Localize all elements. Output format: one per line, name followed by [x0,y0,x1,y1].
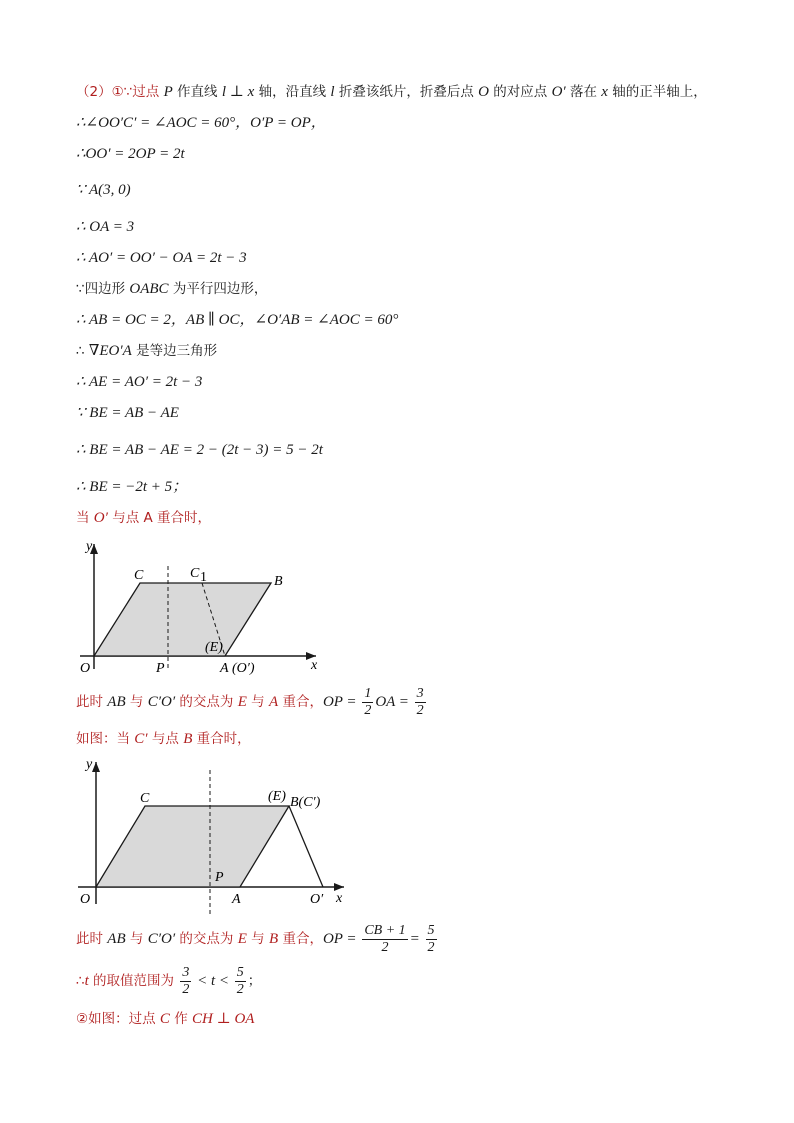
line-2: ∴∠OO′C′ = ∠AOC = 60°，O′P = OP， [76,115,326,131]
l17-frac1-den: 2 [381,939,389,955]
line-15 [76,683,428,721]
fig2-fold-edge [289,806,323,887]
fig1-label-P: P [156,661,165,676]
l15-b: 的交点为 [175,694,238,710]
l17-c: 与 [246,931,269,947]
line-12: ∴ BE = AB − AE = 2 − (2t − 3) = 5 − 2t [76,442,323,458]
l15-frac1-num: 1 [364,685,372,701]
l18-frac1-num: 3 [182,964,190,980]
l18-frac2-den: 2 [236,981,244,997]
line-16 [76,729,251,749]
fig1-label-C: C [134,568,144,583]
l16-m: C′ [134,731,148,747]
line-6: ∴ AO′ = OO′ − OA = 2t − 3 [76,250,247,266]
line-13: ∴ BE = −2t + 5； [76,479,188,495]
fig2-y-arrow [92,762,100,772]
l16-post: 与点 [147,731,184,747]
l14-m: O′ [93,510,108,526]
fig1-label-y: y [86,539,93,554]
fig1-label-B: B [274,574,283,589]
l18-frac1-den: 2 [182,981,190,997]
l17-frac2-den: 2 [427,939,435,955]
fig1-parallelogram [94,583,271,656]
fig2-label-B: B(C′) [290,795,321,810]
l15-a: 与 [125,694,148,710]
l15-m4: A [268,694,279,710]
l1-mid3: 折叠该纸片，折叠后点 [334,84,479,100]
fig2-label-E: (E) [268,789,286,804]
l15-frac1-den: 2 [364,702,372,718]
fig2-label-A: A [232,892,241,907]
l17-frac1-num: CB + 1 [364,922,406,938]
l7-pre: ∵四边形 [76,281,130,297]
l18-pre: ∴ [76,973,85,989]
line-1 [76,82,707,102]
l18-lt: < t < [193,973,233,989]
l17-b: 的交点为 [175,931,238,947]
fig1-label-C1: C [190,566,200,581]
l1-Op: O′ [551,84,566,100]
l9-post: 是等边三角形 [131,343,218,359]
figure-1 [74,536,334,678]
fig2-label-Op: O′ [310,892,324,907]
line-17 [76,920,439,958]
l1-mid4: 的对应点 [488,84,552,100]
l18-mid: 的取值范围为 [88,973,179,989]
l19-m2: CH ⊥ OA [192,1011,255,1027]
line-4: ∵ A(3, 0) [76,182,131,198]
l17-m2: C′O′ [147,931,176,947]
l15-frac2-num: 3 [416,685,424,701]
line-9 [76,341,217,361]
l17-eqs: = [409,931,424,947]
l18-t: t [84,973,89,989]
fig2-label-C: C [140,791,150,806]
fig1-label-x: x [311,658,318,673]
line-19 [76,1009,254,1029]
line-7 [76,279,267,299]
fig2-parallelogram [96,806,289,887]
l15-m1: AB [107,694,126,710]
fig1-label-O: O [80,661,91,676]
line-10: ∴ AE = AO′ = 2t − 3 [76,374,203,390]
l17-m1: AB [107,931,126,947]
line-11: ∵ BE = AB − AE [76,405,179,421]
l18-frac1 [180,965,191,998]
fig2-label-y: y [86,757,93,772]
line-18 [76,962,261,1000]
fig1-label-Op: (O′) [232,661,255,676]
l1-O: O [478,84,489,100]
fig1-label-C1-sub: 1 [200,570,207,585]
fig1-label-E: (E) [205,640,223,655]
l17-m4: B [268,931,279,947]
l15-oa: OA = [375,694,413,710]
figure-2 [72,754,362,920]
l19-mid: 作 [169,1011,193,1027]
l9-m: ∇EO′A [88,343,132,359]
l14-pre: 当 [76,510,94,526]
l1-mid2: 轴，沿直线 [254,84,331,100]
fig2-label-P: P [215,870,224,885]
fig2-label-O: O [80,892,91,907]
l17-a: 与 [125,931,148,947]
line-5: ∴ OA = 3 [76,219,135,235]
l9-pre: ∴ [76,343,89,359]
line-3: ∴OO′ = 2OP = 2t [76,146,185,162]
l1-pre: （2）①∵过点 [76,84,164,100]
l17-eq: OP = [322,931,361,947]
l7-m: OABC [129,281,169,297]
l1-mid5: 落在 [565,84,602,100]
l15-m2: C′O′ [147,694,176,710]
line-8: ∴ AB = OC = 2，AB ∥ OC，∠O′AB = ∠AOC = 60° [76,312,399,328]
l17-pre: 此时 [76,931,108,947]
l18-post: ； [247,973,262,989]
l1-l2: l [330,84,335,100]
l19-pre: ②如图：过点 [76,1011,160,1027]
l19-m: C [159,1011,170,1027]
l16-m2: B [183,731,193,747]
l15-c: 与 [246,694,269,710]
fig2-x-arrow [334,883,344,891]
l7-post: 为平行四边形， [168,281,268,297]
line-14 [76,508,211,528]
fig1-label-A: A [220,661,229,676]
l15-m3: E [237,694,247,710]
l16-pre: 如图：当 [76,731,135,747]
l17-d: 重合， [278,931,323,947]
l1-mid1: 作直线 [172,84,222,100]
l17-frac2 [426,923,437,956]
l15-frac2-den: 2 [416,702,424,718]
l18-frac2-num: 5 [236,964,244,980]
l17-frac1 [362,923,407,956]
l1-post: 轴的正半轴上， [607,84,707,100]
fig2-label-x: x [336,891,343,906]
l15-eq: OP = [322,694,361,710]
l15-frac1 [362,686,373,719]
l16-post2: 重合时， [192,731,251,747]
l14-post: 与点 A 重合时， [107,510,212,526]
l15-pre: 此时 [76,694,108,710]
l1-l: l ⊥ x [221,84,255,100]
l17-m3: E [237,931,247,947]
l18-frac2 [235,965,246,998]
l17-frac2-num: 5 [427,922,435,938]
l15-d: 重合， [278,694,323,710]
l1-P: P [163,84,173,100]
l1-x: x [601,84,608,100]
l15-frac2 [415,686,426,719]
